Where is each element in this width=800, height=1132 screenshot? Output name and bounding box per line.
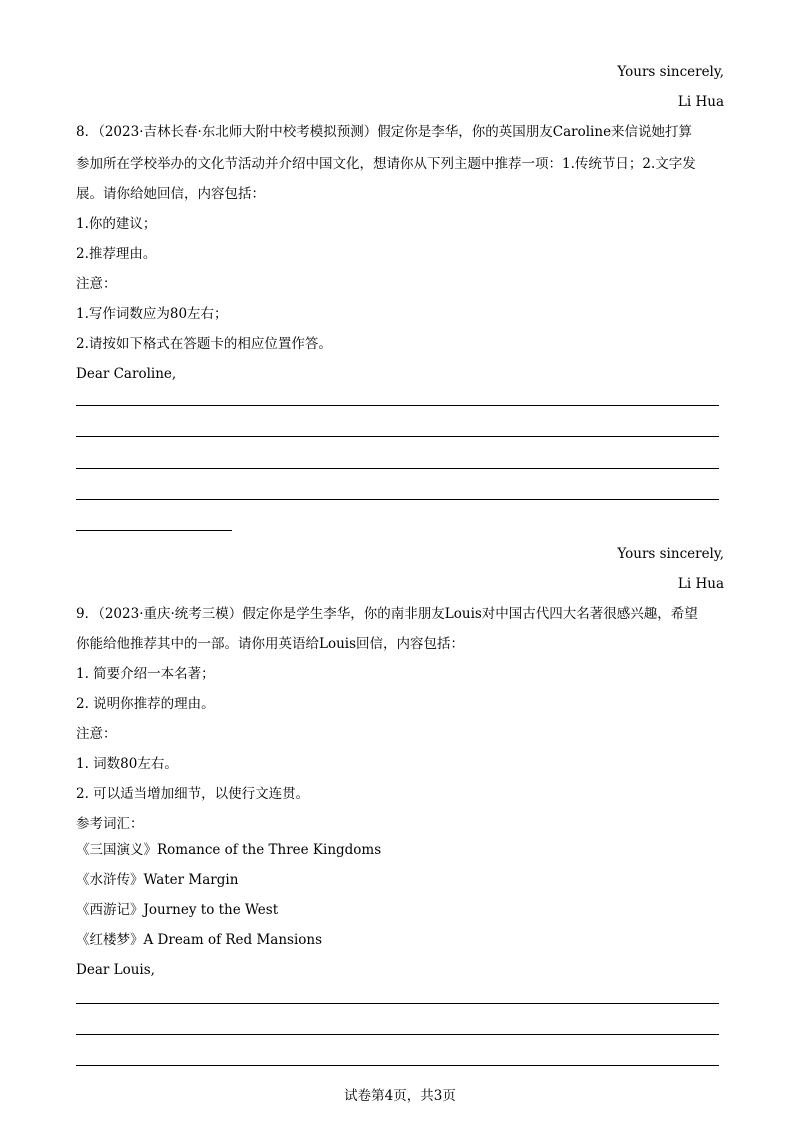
answer-line xyxy=(76,436,719,437)
question-text: 9．（2023·重庆·统考三模）假定你是学生李华，你的南非朋友Louis对中国古代四大名著很感兴趣，希望 xyxy=(76,606,698,622)
question-text: 展。请你给她回信，内容包括： xyxy=(76,186,265,202)
vocab-label: 参考词汇： xyxy=(76,816,144,832)
answer-line xyxy=(76,405,719,406)
question-text: 8．（2023·吉林长春·东北师大附中校考模拟预测）假定你是李华，你的英国朋友Caroline来信说她打算 xyxy=(76,124,693,140)
answer-line xyxy=(76,1065,719,1066)
notice-label: 注意： xyxy=(76,726,117,742)
notice-label: 注意： xyxy=(76,276,117,292)
vocab-item: 《红楼梦》A Dream of Red Mansions xyxy=(76,932,323,948)
answer-line xyxy=(76,468,719,469)
letter-greeting: Dear Louis, xyxy=(76,962,155,978)
answer-line xyxy=(76,499,719,500)
closing-text: Yours sincerely, xyxy=(617,64,724,80)
signature-text: Li Hua xyxy=(677,94,724,110)
page-footer: 试卷第4页，共3页 xyxy=(344,1088,456,1104)
closing-text: Yours sincerely, xyxy=(617,546,724,562)
question-text: 你能给他推荐其中的一部。请你用英语给Louis回信，内容包括： xyxy=(76,636,465,652)
answer-line-short xyxy=(76,530,232,531)
vocab-item: 《水浒传》Water Margin xyxy=(76,872,239,888)
signature-text: Li Hua xyxy=(677,576,724,592)
answer-line xyxy=(76,1034,719,1035)
vocab-item: 《西游记》Journey to the West xyxy=(76,902,279,918)
content-point: 1.你的建议； xyxy=(76,216,157,232)
notice-item: 1.写作词数应为80左右； xyxy=(76,306,228,322)
notice-item: 2. 可以适当增加细节，以使行文连贯。 xyxy=(76,786,310,802)
notice-item: 1. 词数80左右。 xyxy=(76,756,178,772)
content-point: 2.推荐理由。 xyxy=(76,246,157,262)
content-point: 2. 说明你推荐的理由。 xyxy=(76,696,215,712)
answer-line xyxy=(76,1003,719,1004)
letter-greeting: Dear Caroline, xyxy=(76,366,177,382)
notice-item: 2.请按如下格式在答题卡的相应位置作答。 xyxy=(76,336,332,352)
question-text: 参加所在学校举办的文化节活动并介绍中国文化，想请你从下列主题中推荐一项：1.传统节日；2.文字发 xyxy=(76,156,696,172)
content-point: 1. 简要介绍一本名著； xyxy=(76,666,215,682)
vocab-item: 《三国演义》Romance of the Three Kingdoms xyxy=(76,842,382,858)
